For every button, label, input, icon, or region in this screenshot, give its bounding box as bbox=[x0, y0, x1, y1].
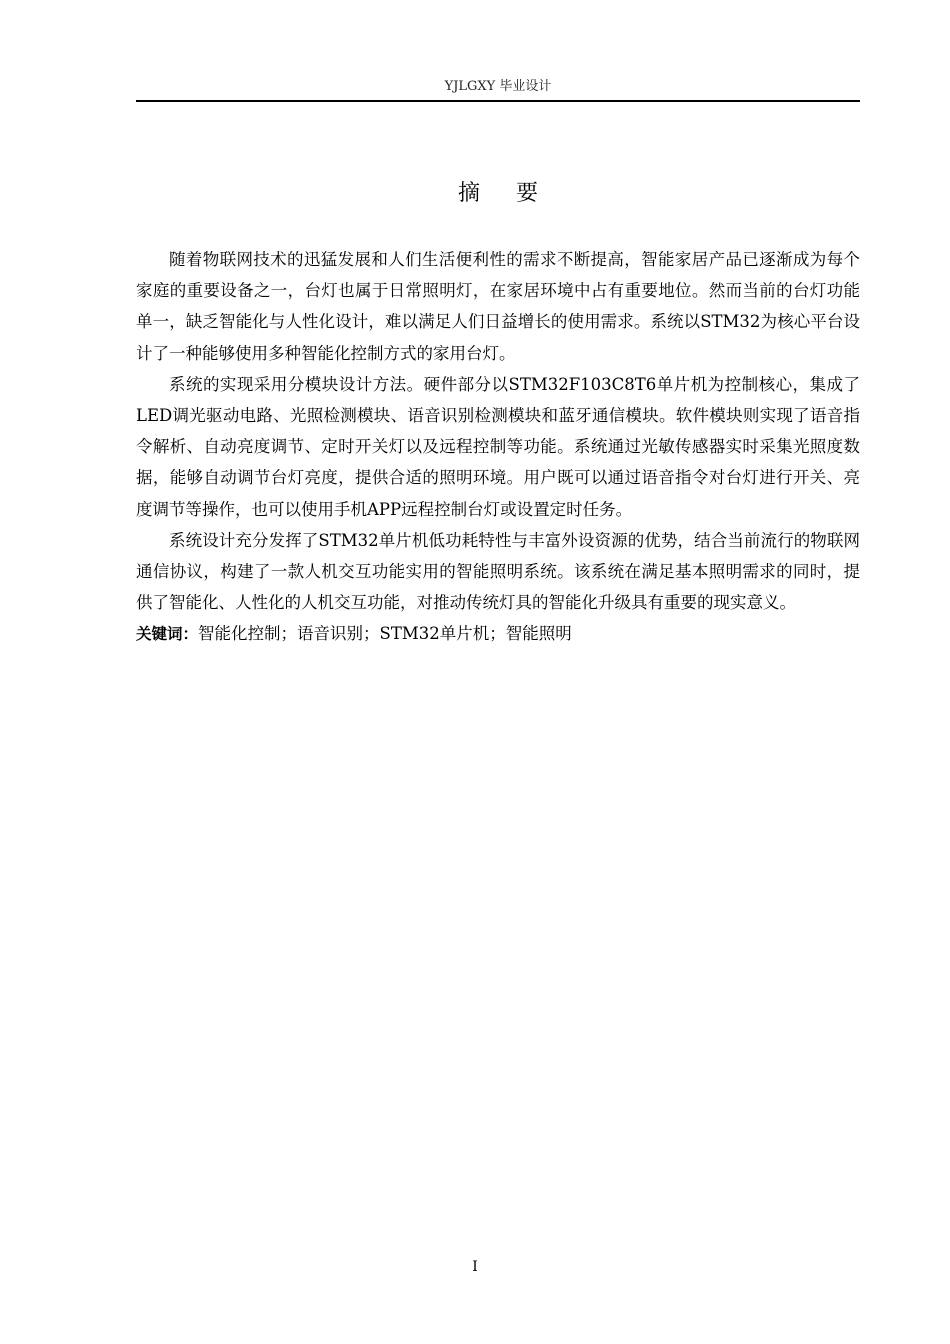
abstract-title: 摘要 bbox=[457, 181, 574, 206]
keywords-label: 关键词： bbox=[136, 625, 199, 644]
header-divider bbox=[136, 100, 860, 102]
keywords-line bbox=[136, 618, 860, 650]
page-number: I bbox=[472, 1259, 478, 1275]
abstract-paragraph-1: 随着物联网技术的迅猛发展和人们生活便利性的需求不断提高，智能家居产品已逐渐成为每个家庭的重要设备之一，台灯也属于日常照明灯，在家居环境中占有重要地位。然而当前的台灯功能单一，缺乏智能化与人性化设计，难以满足人们日益增长的使用需求。系统以STM32为核心平台设计了一种能够使用多种智能化控制方式的家用台灯。 bbox=[136, 250, 860, 363]
abstract-body bbox=[136, 244, 860, 651]
keywords-value: 智能化控制；语音识别；STM32单片机；智能照明 bbox=[198, 624, 572, 644]
abstract-paragraph-3: 系统设计充分发挥了STM32单片机低功耗特性与丰富外设资源的优势，结合当前流行的物联网通信协议，构建了一款人机交互功能实用的智能照明系统。该系统在满足基本照明需求的同时，提供了智能化、人性化的人机交互功能，对推动传统灯具的智能化升级具有重要的现实意义。 bbox=[136, 530, 860, 613]
page-header: YJLGXY 毕业设计 bbox=[444, 79, 552, 94]
abstract-paragraph-2: 系统的实现采用分模块设计方法。硬件部分以STM32F103C8T6单片机为控制核心，集成了LED调光驱动电路、光照检测模块、语音识别检测模块和蓝牙通信模块。软件模块则实现了语音指令解析、自动亮度调节、定时开关灯以及远程控制等功能。系统通过光敏传感器实时采集光照度数据，能够自动调节台灯亮度，提供合适的照明环境。用户既可以通过语音指令对台灯进行开关、亮度调节等操作，也可以使用手机APP远程控制台灯或设置定时任务。 bbox=[136, 374, 860, 519]
